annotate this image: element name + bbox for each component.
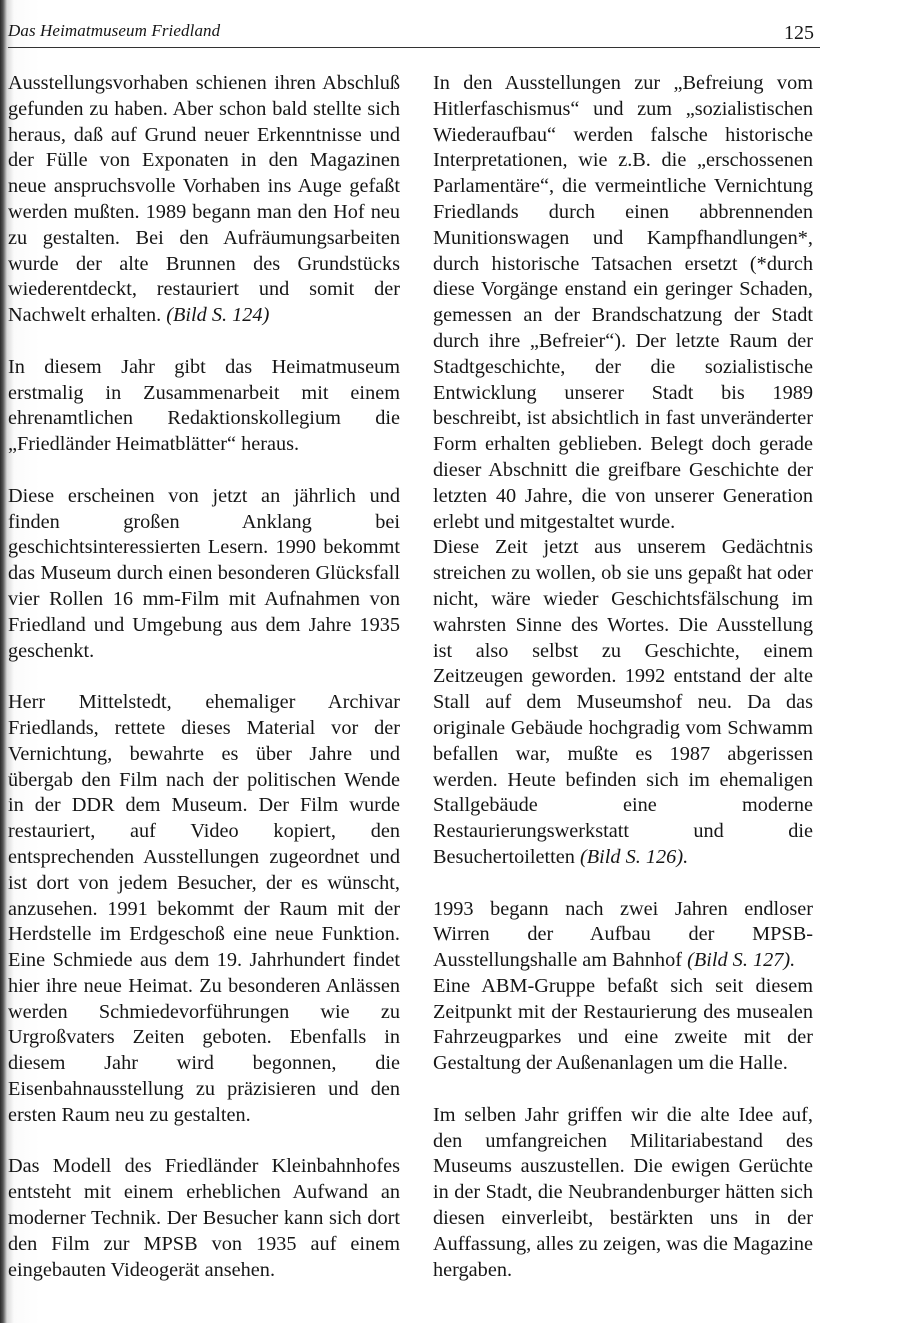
header-rule <box>8 47 820 48</box>
left-paragraph-2: In diesem Jahr gibt das Heimatmuseum erstmalig in Zusammenarbeit mit einem ehrenamtlichen Redaktionskollegium die „Friedländer Heimatblätter“ heraus. <box>8 355 400 456</box>
right-paragraph-5: Im selben Jahr griffen wir die alte Idee auf, den umfangreichen Militariabestand des Museums auszustellen. Die ewigen Gerüchte in der Stadt, die Neubrandenburger hätten sich diesen einverleibt, bestärkten uns in der Auffassung, alles zu zeigen, was die Magazine hergaben. <box>433 1103 813 1281</box>
left-paragraph-1-text: Ausstellungsvorhaben schienen ihren Abschluß gefunden zu haben. Aber schon bald stellte sich heraus, daß auf Grund neuer Erkenntnisse und der Fülle von Exponaten in den Magazinen neue anspruchsvolle Vorhaben ins Auge gefaßt werden mußten. 1989 begann man den Hof neu zu gestalten. Bei den Aufräumungsarbeiten wurde der alte Brunnen des Grundstücks wiederentdeckt, restauriert und somit der Nachwelt erhalten. <box>8 72 400 327</box>
right-paragraph-3-text: 1993 begann nach zwei Jahren endloser Wirren der Aufbau der MPSB-Ausstellungshalle am Bahnhof <box>433 897 813 972</box>
page-number: 125 <box>784 22 814 44</box>
running-title: Das Heimatmuseum Friedland <box>8 21 221 40</box>
left-paragraph-3: Diese erscheinen von jetzt an jährlich und finden großen Anklang bei geschichtsinteressierten Lesern. 1990 bekommt das Museum durch einen besonderen Glücksfall vier Rollen 16 mm-Film mit Aufnahmen von Friedland und Umgebung aus dem Jahre 1935 geschenkt. <box>8 484 400 662</box>
image-reference: (Bild S. 126). <box>580 845 689 868</box>
running-header <box>8 18 820 48</box>
right-column <box>433 71 813 1283</box>
right-paragraph-1: In den Ausstellungen zur „Befreiung vom Hitlerfaschismus“ und zum „sozialistischen Wiederaufbau“ werden falsche historische Interpretationen, wie z.B. die „erschossenen Parlamentäre“, die vermeintliche Vernichtung Friedlands durch einen abbrennenden Munitionswagen und Kampfhandlungen*, durch historische Tatsachen ersetzt (*durch diese Vorgänge enstand ein geringer Schaden, gemessen an der Brandschatzung der Stadt durch ihre „Befreier“). Der letzte Raum der Stadtgeschichte, der die sozialistische Entwicklung unserer Stadt bis 1989 beschreibt, ist absichtlich in fast unveränderter Form erhalten geblieben. Belegt doch gerade dieser Abschnitt die greifbare Geschichte der letzten 40 Jahre, die von unserer Generation erlebt und mitgestaltet wurde. <box>433 72 813 533</box>
right-paragraph-3 <box>433 897 813 974</box>
left-column <box>8 71 400 1283</box>
left-paragraph-4: Herr Mittelstedt, ehemaliger Archivar Friedlands, rettete dieses Material vor der Vernichtung, bewahrte es über Jahre und übergab den Film nach der politischen Wende in der DDR dem Museum. Der Film wurde restauriert, auf Video kopiert, den entsprechenden Ausstellungen zugeordnet und ist dort von jedem Besucher, der es wünscht, anzusehen. 1991 bekommt der Raum mit der Herdstelle im Erdgeschoß eine neue Funktion. Eine Schmiede aus dem 19. Jahrhundert findet hier ihre neue Heimat. Zu besonderen Anlässen werden Schmiedevorführungen wie zu Urgroßvaters Zeiten geboten. Ebenfalls in diesem Jahr wird begonnen, die Eisenbahnausstellung zu präzisieren und den ersten Raum neu zu gestalten. <box>8 691 400 1126</box>
right-paragraph-2-text: Diese Zeit jetzt aus unserem Gedächtnis streichen zu wollen, ob sie uns gepaßt hat oder nicht, wäre wieder Geschichtsfälschung im wahrsten Sinne des Wortes. Die Ausstellung ist also selbst zu Geschichte, einem Zeitzeugen geworden. 1992 entstand der alte Stall auf dem Museumshof neu. Da das originale Gebäude hochgradig vom Schwamm befallen war, mußte es 1987 abgerissen werden. Heute befinden sich im ehemaligen Stallgebäude eine moderne Restaurierungswerkstatt und die Besuchertoiletten <box>433 536 813 868</box>
image-reference: (Bild S. 127). <box>687 949 796 972</box>
left-paragraph-1 <box>8 71 400 329</box>
image-reference: (Bild S. 124) <box>166 304 270 327</box>
right-paragraph-2 <box>433 535 813 870</box>
left-paragraph-5: Das Modell des Friedländer Kleinbahnhofes entsteht mit einem erheblichen Aufwand an moderner Technik. Der Besucher kann sich dort den Film zur MPSB von 1935 auf einem eingebauten Videogerät ansehen. <box>8 1155 400 1281</box>
right-paragraph-4: Eine ABM-Gruppe befaßt sich seit diesem Zeitpunkt mit der Restaurierung des musealen Fahrzeugparkes und eine zweite mit der Gestaltung der Außenanlagen um die Halle. <box>433 974 813 1075</box>
